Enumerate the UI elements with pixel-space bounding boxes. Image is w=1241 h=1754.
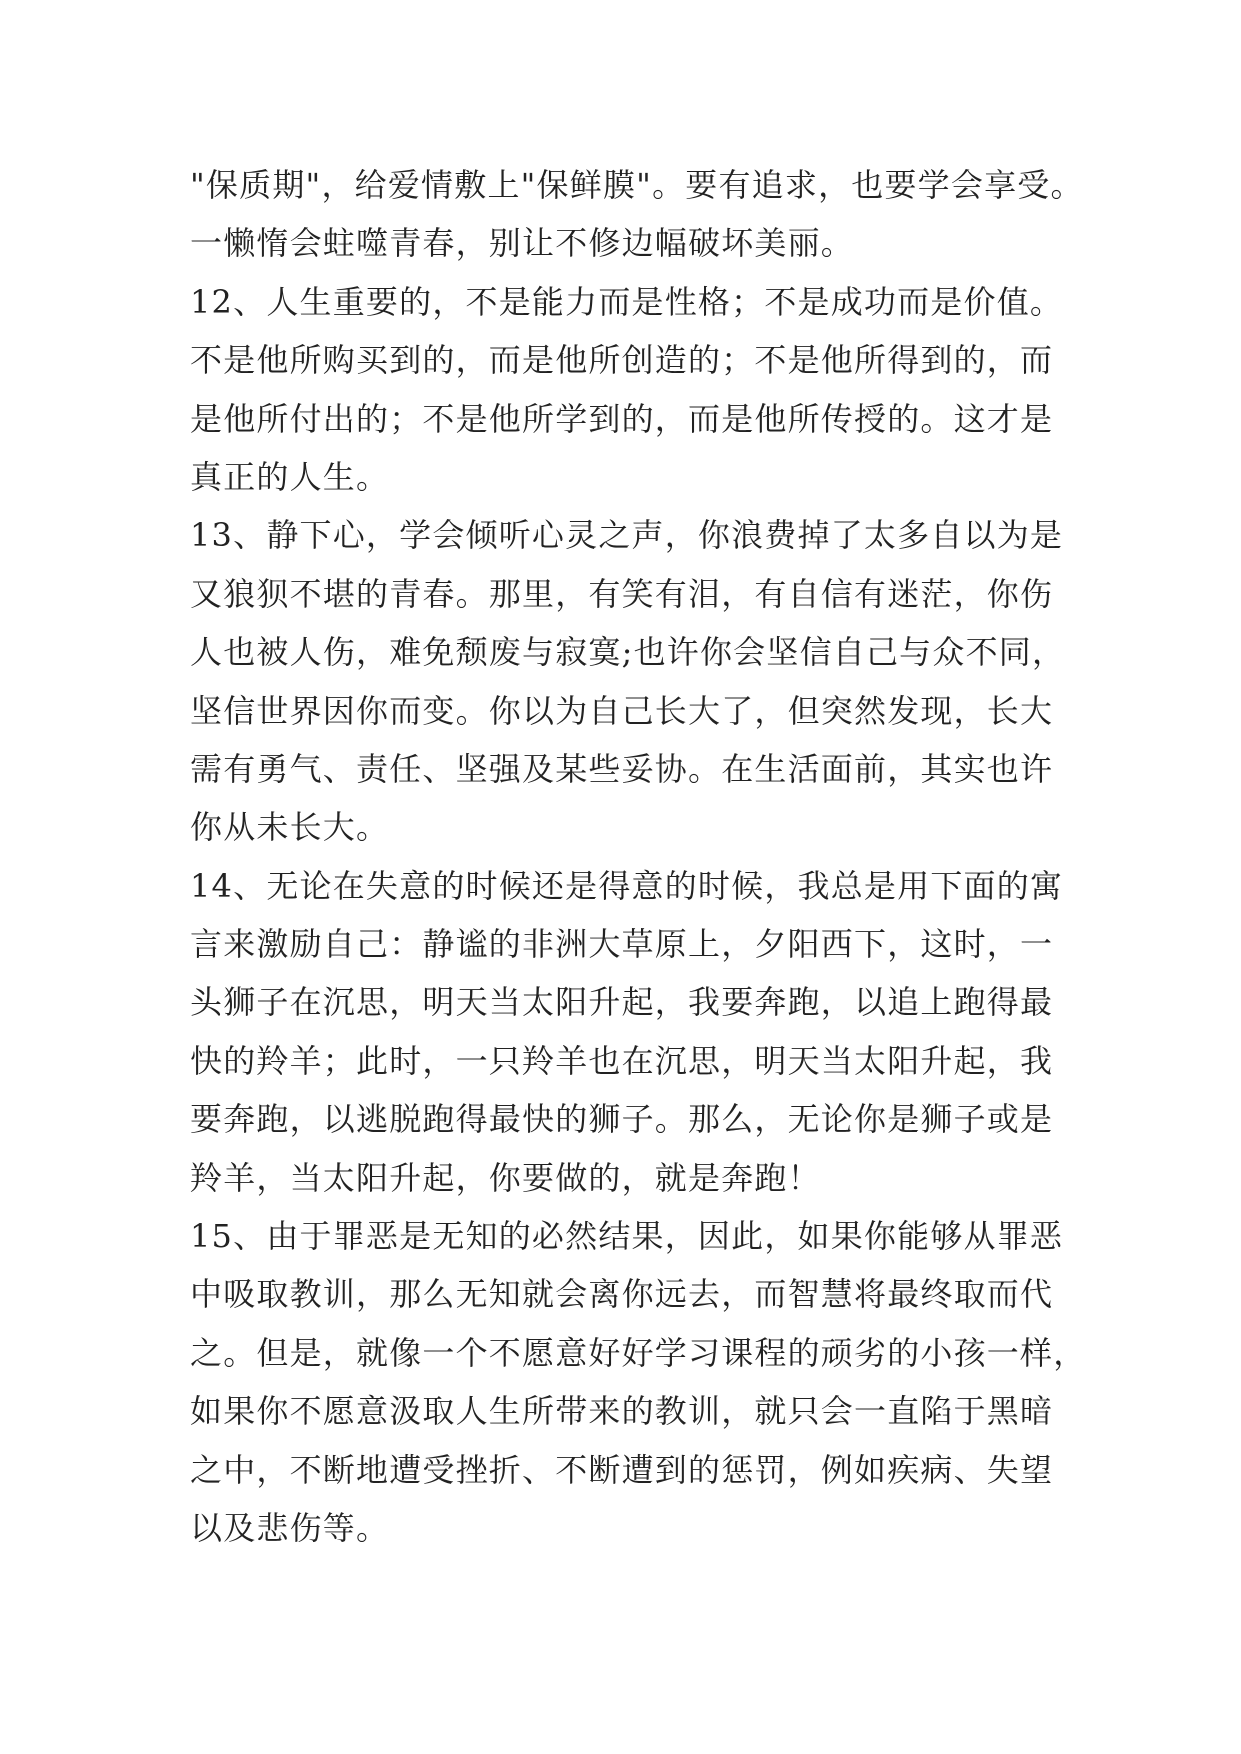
document-body — [190, 156, 1087, 1557]
text-line: 头狮子在沉思，明天当太阳升起，我要奔跑，以追上跑得最 — [190, 983, 1054, 1022]
text-line: 一懒惰会蛀噬青春，别让不修边幅破坏美丽。 — [190, 224, 855, 263]
text-line: 如果你不愿意汲取人生所带来的教训，就只会一直陷于黑暗 — [190, 1392, 1054, 1431]
text-line: 要奔跑，以逃脱跑得最快的狮子。那么，无论你是狮子或是 — [190, 1100, 1054, 1139]
text-line: 是他所付出的；不是他所学到的，而是他所传授的。这才是 — [190, 399, 1054, 438]
text-line: 羚羊，当太阳升起，你要做的，就是奔跑！ — [190, 1158, 821, 1197]
text-line: 言来激励自己：静谧的非洲大草原上，夕阳西下，这时，一 — [190, 925, 1054, 964]
text-line: 不是他所购买到的，而是他所创造的；不是他所得到的，而 — [190, 341, 1054, 380]
text-line: 中吸取教训，那么无知就会离你远去，而智慧将最终取而代 — [190, 1275, 1054, 1314]
text-line: 真正的人生。 — [190, 457, 390, 496]
text-line: 12、人生重要的，不是能力而是性格；不是成功而是价值。 — [190, 282, 1064, 321]
text-line: 14、无论在失意的时候还是得意的时候，我总是用下面的寓 — [190, 866, 1064, 905]
text-line: 又狼狈不堪的青春。那里，有笑有泪，有自信有迷茫，你伤 — [190, 574, 1054, 613]
text-line: 以及悲伤等。 — [190, 1508, 390, 1547]
text-line: 需有勇气、责任、坚强及某些妥协。在生活面前，其实也许 — [190, 749, 1054, 788]
text-line: 15、由于罪恶是无知的必然结果，因此，如果你能够从罪恶 — [190, 1217, 1064, 1256]
text-line: 之。但是，就像一个不愿意好好学习课程的顽劣的小孩一样， — [190, 1333, 1087, 1372]
text-line: "保质期"，给爱情敷上"保鲜膜"。要有追求，也要学会享受。 — [190, 166, 1084, 204]
text-line: 之中，不断地遭受挫折、不断遭到的惩罚，例如疾病、失望 — [190, 1450, 1054, 1489]
text-line: 快的羚羊；此时，一只羚羊也在沉思，明天当太阳升起，我 — [190, 1041, 1054, 1080]
text-line: 坚信世界因你而变。你以为自己长大了，但突然发现，长大 — [190, 691, 1054, 730]
text-line: 你从未长大。 — [190, 808, 390, 847]
text-line: 13、静下心，学会倾听心灵之声，你浪费掉了太多自以为是 — [190, 516, 1064, 555]
text-line: 人也被人伤，难免颓废与寂寞;也许你会坚信自己与众不同， — [190, 633, 1066, 672]
